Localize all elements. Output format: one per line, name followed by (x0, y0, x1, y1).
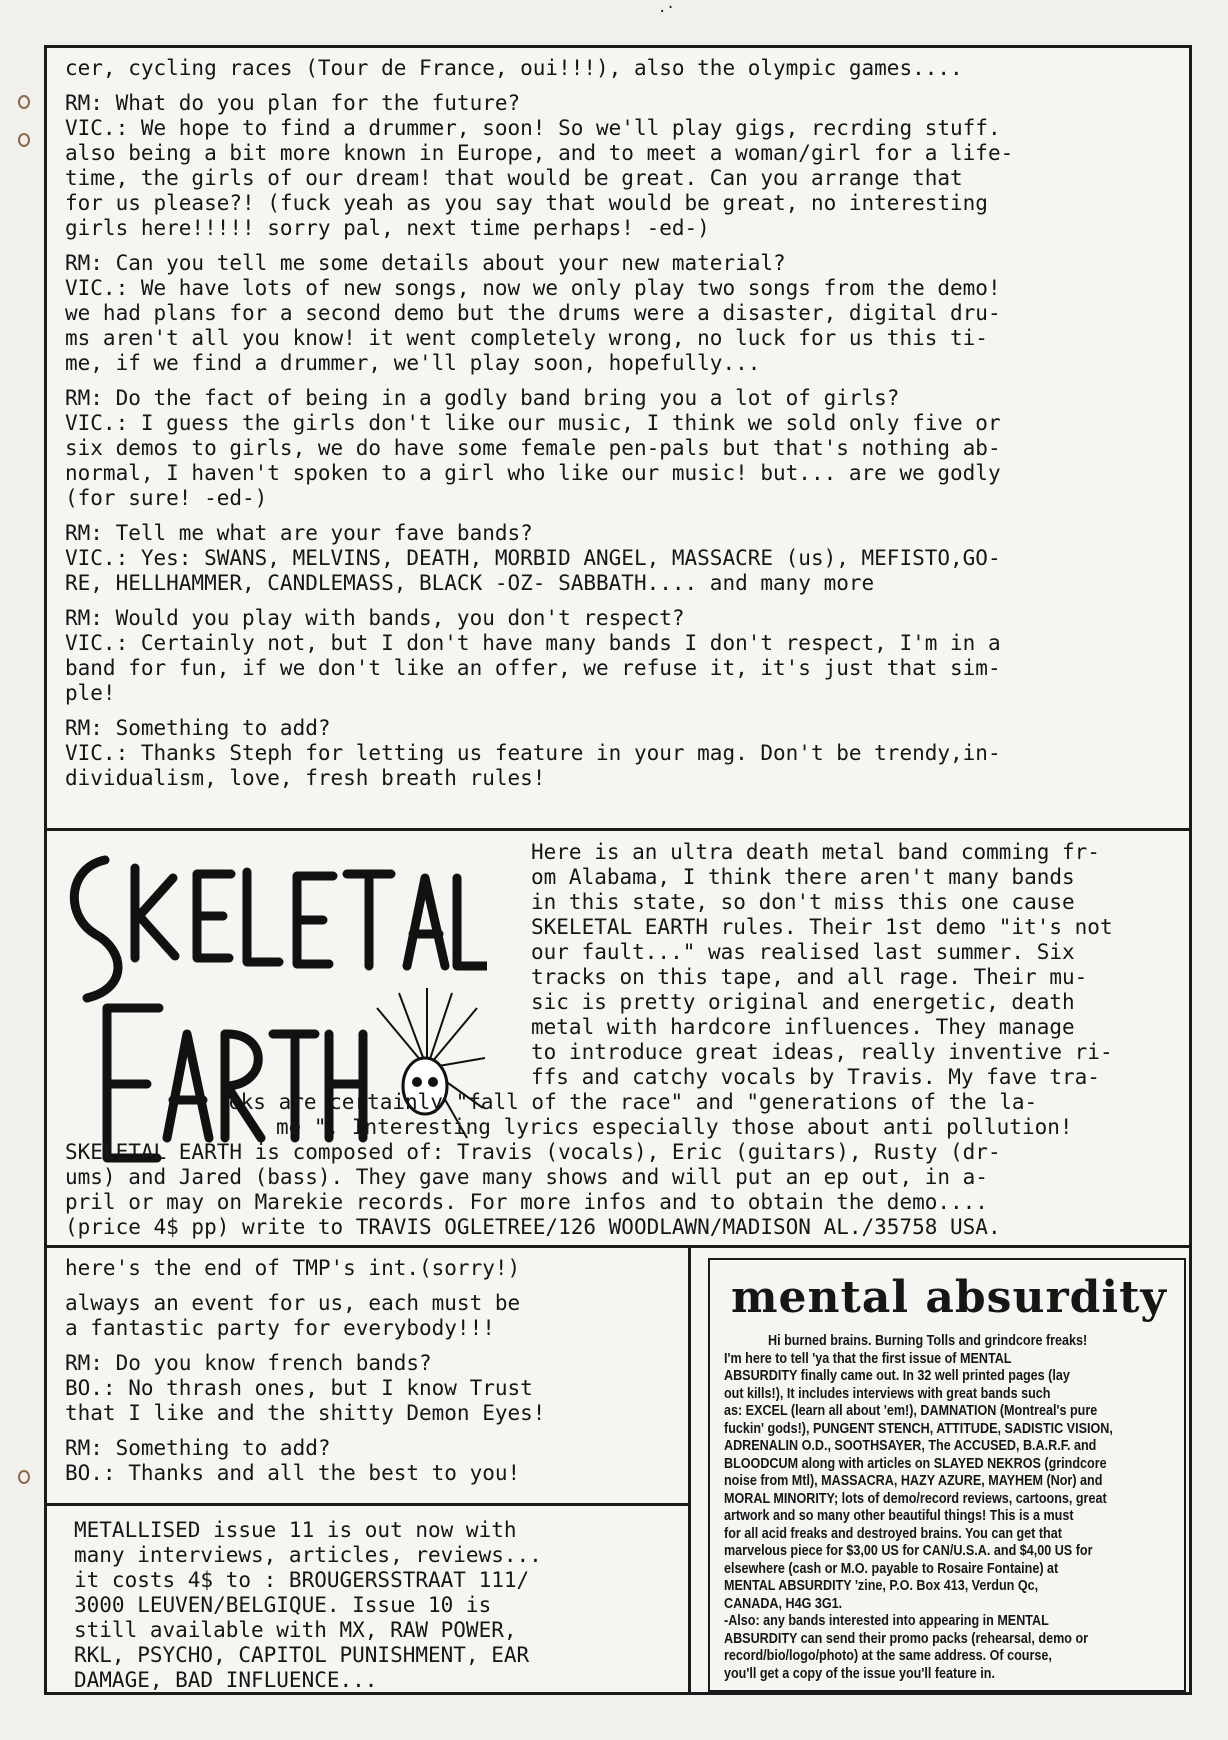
text-line: VIC.: Yes: SWANS, MELVINS, DEATH, MORBID ANGEL, MASSACRE (us), MEFISTO,GO- (65, 546, 1001, 570)
interview-block (65, 1256, 677, 1281)
text-line: marvelous piece for $3,00 US for CAN/U.S.A. and $4,00 US for (724, 1543, 1093, 1559)
text-line: artwork and so many other beautiful things! This is a must (724, 1508, 1074, 1524)
text-line: BLOODCUM along with articles on SLAYED NEKROS (grindcore (724, 1455, 1107, 1472)
text-line: ple! (65, 681, 116, 705)
interview-block (65, 1291, 677, 1341)
interview-block (65, 606, 1177, 706)
punch-hole (18, 95, 30, 109)
section-divider (47, 1245, 1189, 1248)
interview-block (65, 1351, 677, 1426)
text-line: RM: Do the fact of being in a godly band bring you a lot of girls? (65, 386, 900, 410)
interview-section (65, 56, 1177, 826)
text-line: it costs 4$ to : BROUGERSSTRAAT 111/ (74, 1568, 530, 1592)
interview-block (65, 716, 1177, 791)
text-line: for all acid freaks and destroyed brains. You can get that (724, 1525, 1062, 1542)
text-line: RM: Would you play with bands, you don't respect? (65, 606, 685, 630)
text-line: RE, HELLHAMMER, CANDLEMASS, BLACK -OZ- SABBATH.... and many more (65, 571, 875, 595)
text-line: many interviews, articles, reviews... (74, 1543, 542, 1567)
text-line: RM: Tell me what are your fave bands? (65, 521, 533, 545)
text-line: record/bio/logo/photo) at the same address. Of course, (724, 1648, 1052, 1664)
text-line: MORAL MINORITY; lots of demo/record reviews, cartoons, great (724, 1490, 1107, 1507)
text-line: ABSURDITY can send their promo packs (rehearsal, demo or (724, 1630, 1089, 1647)
text-line: VIC.: We hope to find a drummer, soon! So we'll play gigs, recrding stuff. (65, 116, 1001, 140)
text-line: cer, cycling races (Tour de France, oui!!!), also the olympic games.... (65, 56, 963, 80)
text-line: Hi burned brains. Burning Tolls and grindcore freaks! (768, 1333, 1088, 1349)
text-line: you'll get a copy of the issue you'll feature in. (724, 1665, 995, 1682)
text-line: CANADA, H4G 3G1. (724, 1595, 843, 1612)
text-line: also being a bit more known in Europe, and to meet a woman/girl for a life- (65, 141, 1014, 165)
text-line: SKELETAL EARTH is composed of: Travis (vocals), Eric (guitars), Rusty (dr- (65, 1140, 1001, 1164)
text-line: that I like and the shitty Demon Eyes! (65, 1401, 546, 1425)
text-line: we had plans for a second demo but the drums were a disaster, digital dru- (65, 301, 1001, 325)
text-line: band for fun, if we don't like an offer, we refuse it, it's just that sim- (65, 656, 1001, 680)
page-top-mark: .· (658, 0, 675, 16)
text-line: RM: Can you tell me some details about your new material? (65, 251, 786, 275)
text-line: metal with hardcore influences. They manage (531, 1015, 1075, 1039)
text-line: ums) and Jared (bass). They gave many shows and will put an ep out, in a- (65, 1165, 988, 1189)
text-line: SKELETAL EARTH rules. Their 1st demo "it's not (531, 915, 1113, 939)
ad-title: mental absurdity (731, 1272, 1167, 1323)
text-line: MENTAL ABSURDITY 'zine, P.O. Box 413, Verdun Qc, (724, 1578, 1039, 1594)
ad-body (724, 1333, 1173, 1683)
tmp-interview-end (65, 1256, 677, 1496)
punch-hole (18, 1470, 30, 1484)
text-line: sic is pretty original and energetic, death (531, 990, 1075, 1014)
text-line: om Alabama, I think there aren't many bands (531, 865, 1075, 889)
text-line: tracks on this tape, and all rage. Their mu- (531, 965, 1088, 989)
text-line: ABSURDITY finally came out. In 32 well printed pages (lay (724, 1368, 1070, 1384)
text-line: -Also: any bands interested into appearing in MENTAL (724, 1613, 1049, 1629)
text-line: here's the end of TMP's int.(sorry!) (65, 1256, 521, 1280)
text-line: Here is an ultra death metal band comming fr- (531, 840, 1100, 864)
text-line: 3000 LEUVEN/BELGIQUE. Issue 10 is (74, 1593, 492, 1617)
text-line: VIC.: Certainly not, but I don't have many bands I don't respect, I'm in a (65, 631, 1001, 655)
text-line: for us please?! (fuck yeah as you say that would be great, no interesting (65, 191, 988, 215)
text-line: cks are certainly "fall of the race" and "generations of the la- (228, 1090, 1038, 1114)
text-line: VIC.: Thanks Steph for letting us feature in your mag. Don't be trendy,in- (65, 741, 1001, 765)
interview-block (65, 386, 1177, 511)
text-line: (price 4$ pp) write to TRAVIS OGLETREE/126 WOODLAWN/MADISON AL./35758 USA. (65, 1215, 1001, 1239)
text-line: fuckin' gods!), PUNGENT STENCH, ATTITUDE, SADISTIC VISION, (724, 1420, 1113, 1437)
text-line: me, if we find a drummer, we'll play soon, hopefully... (65, 351, 761, 375)
text-line: ms aren't all you know! it went completely wrong, no luck for us this ti- (65, 326, 988, 350)
text-line: dividualism, love, fresh breath rules! (65, 766, 546, 790)
text-line: to introduce great ideas, really inventive ri- (531, 1040, 1113, 1064)
text-line: METALLISED issue 11 is out now with (74, 1518, 517, 1542)
text-line: I'm here to tell 'ya that the first issue of MENTAL (724, 1350, 1012, 1367)
text-line: our fault..." was realised last summer. Six (531, 940, 1075, 964)
skeletal-earth-review (65, 840, 1180, 1240)
text-line: RM: Something to add? (65, 1436, 331, 1460)
text-line: pril or may on Marekie records. For more infos and to obtain the demo.... (65, 1190, 988, 1214)
text-line: in this state, so don't miss this one cause (531, 890, 1075, 914)
interview-block (65, 521, 1177, 596)
text-line: elsewhere (cash or M.O. payable to Rosaire Fontaine) at (724, 1560, 1059, 1577)
mental-absurdity-ad (708, 1258, 1186, 1692)
text-line: girls here!!!!! sorry pal, next time perhaps! -ed-) (65, 216, 710, 240)
section-divider (47, 828, 1189, 831)
text-line: always an event for us, each must be (65, 1291, 521, 1315)
text-line: as: EXCEL (learn all about 'em!), DAMNATION (Montreal's pure (724, 1403, 1098, 1419)
punch-hole (18, 133, 30, 147)
text-line: RKL, PSYCHO, CAPITOL PUNISHMENT, EAR (74, 1643, 530, 1667)
text-line: a fantastic party for everybody!!! (65, 1316, 495, 1340)
text-line: normal, I haven't spoken to a girl who like our music! but... are we godly (65, 461, 1001, 485)
interview-block (65, 1436, 677, 1486)
text-line: DAMAGE, BAD INFLUENCE... (74, 1668, 378, 1692)
text-line: still available with MX, RAW POWER, (74, 1618, 517, 1642)
text-line: noise from Mtl), MASSACRA, HAZY AZURE, MAYHEM (Nor) and (724, 1473, 1103, 1489)
text-line: BO.: No thrash ones, but I know Trust (65, 1376, 533, 1400)
interview-block (65, 91, 1177, 241)
text-line: out kills!), It includes interviews with great bands such (724, 1385, 1051, 1402)
page-frame (44, 45, 1192, 1695)
logo-text: SKELETAL EARTH (47, 838, 56, 839)
interview-block (65, 251, 1177, 376)
text-line: VIC.: I guess the girls don't like our music, I think we sold only five or (65, 411, 1001, 435)
text-line: time, the girls of our dream! that would be great. Can you arrange that (65, 166, 963, 190)
text-line: BO.: Thanks and all the best to you! (65, 1461, 521, 1485)
metallised-ad (47, 1503, 689, 1695)
text-line: (for sure! -ed-) (65, 486, 268, 510)
text-line: ffs and catchy vocals by Travis. My fave tra- (531, 1065, 1100, 1089)
text-line: VIC.: We have lots of new songs, now we only play two songs from the demo! (65, 276, 1001, 300)
text-line: me ". Interesting lyrics especially those about anti pollution! (276, 1115, 1073, 1139)
text-line: ADRENALIN O.D., SOOTHSAYER, The ACCUSED, B.A.R.F. and (724, 1438, 1097, 1454)
interview-block (65, 56, 1177, 81)
text-line: RM: Do you know french bands? (65, 1351, 432, 1375)
text-line: six demos to girls, we do have some female pen-pals but that's nothing ab- (65, 436, 1001, 460)
text-line: RM: What do you plan for the future? (65, 91, 521, 115)
text-line: RM: Something to add? (65, 716, 331, 740)
